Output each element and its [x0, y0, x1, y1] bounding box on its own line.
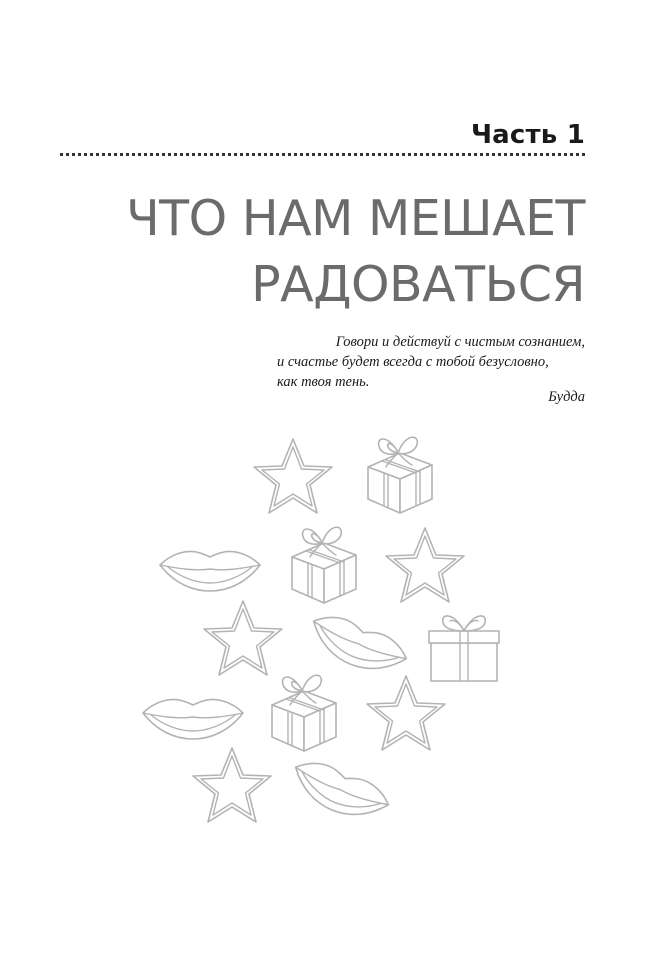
lips-icon: [304, 609, 412, 683]
gift-box-icon: [272, 675, 336, 751]
gift-box-icon: [368, 437, 432, 513]
star-icon: [367, 676, 445, 750]
star-icon: [386, 528, 464, 602]
epigraph-author: Будда: [548, 389, 585, 405]
star-icon: [204, 601, 282, 675]
gift-box-icon: [292, 527, 356, 603]
lips-icon: [286, 755, 394, 829]
chapter-title-line-2: РАДОВАТЬСЯ: [251, 256, 585, 313]
star-icon: [254, 439, 332, 513]
star-icon: [193, 748, 271, 822]
epigraph-line-2: и счастье будет всегда с тобой безусловно,: [277, 354, 549, 370]
chapter-title-line-1: ЧТО НАМ МЕШАЕТ: [126, 190, 585, 247]
part-label: Часть 1: [470, 120, 585, 150]
lips-icon: [160, 552, 260, 592]
epigraph-line-3: как твоя тень.: [277, 374, 370, 390]
gift-box-icon: [429, 616, 499, 681]
lips-icon: [143, 700, 243, 740]
epigraph-line-1: Говори и действуй с чистым сознанием,: [335, 334, 585, 350]
